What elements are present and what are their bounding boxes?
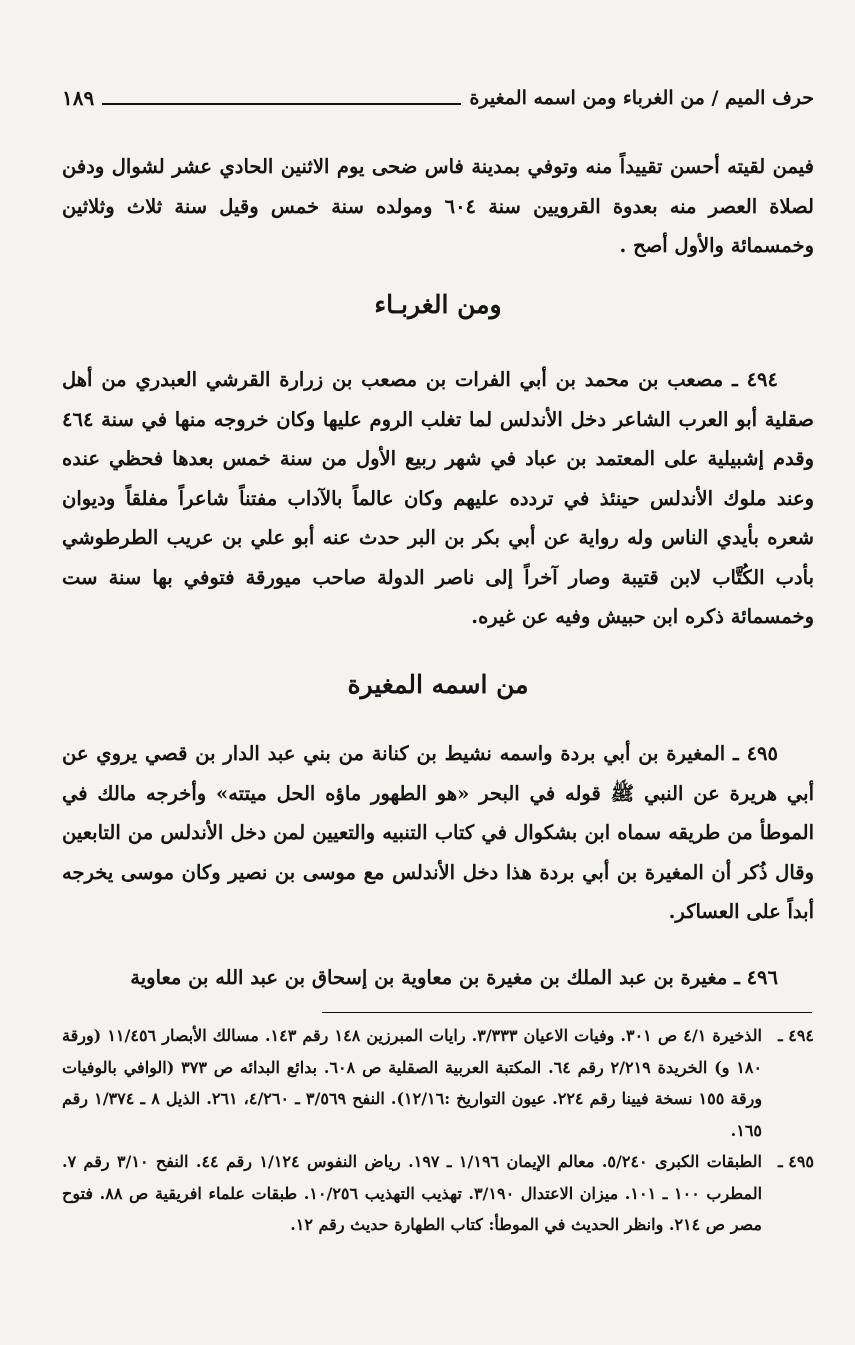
footnote-text: الطبقات الكبرى ٥/٢٤٠. معالم الإيمان ١/١٩٦ ـ ١٩٧. رياض النفوس ١/١٢٤ رقم ٤٤. النفح ٣/١٠ رقم ٧. المطرب ١٠٠ ـ ١٠١. ميزان الاعتدال ٣/١٩٠. تهذيب التهذيب ١٠/٢٥٦. طبقات علماء افريقية ص ٨٨. فتوح مصر ص ٢١٤. وانظر الحديث في الموطأ: كتاب الطهارة حديث رقم ١٢. (62, 1152, 763, 1234)
entry-495 (62, 734, 814, 932)
entry-text: المغيرة بن أبي بردة واسمه نشيط بن كنانة من بني عبد الدار بن قصي يروي عن أبي هريرة عن النبي ﷺ قوله في البحر «هو الطهور ماؤه الحل ميتته» وأخرجه مالك في الموطأ من طريقه سماه ابن بشكوال في كتاب التنبيه والتعيين لمن دخل الأندلس من التابعين وقال ذُكر أن المغيرة بن أبي بردة هذا دخل الأندلس مع موسى بن نصير وكان موسى يخرجه أبداً على العساكر. (62, 742, 814, 923)
entry-text: مغيرة بن عبد الملك بن مغيرة بن معاوية بن إسحاق بن عبد الله بن معاوية (130, 966, 728, 989)
entry-494 (62, 360, 814, 637)
entry-number: ٤٩٦ ـ (734, 966, 778, 989)
intro-paragraph: فيمن لقيته أحسن تقييداً منه وتوفي بمدينة فاس ضحى يوم الاثنين الحادي عشر لشوال ودفن لصلاة العصر منه بعدوة القرويين سنة ٦٠٤ ومولده سنة خمس وقيل سنة ثلاث وثلاثين وخمسمائة والأول أصح . (62, 155, 814, 257)
footnotes (62, 1020, 814, 1241)
header-title: حرف الميم / من الغرباء ومن اسمه المغيرة (469, 87, 814, 109)
entry-text: مصعب بن محمد بن أبي الفرات بن مصعب بن زرارة القرشي العبدري من أهل صقلية أبو العرب الشاعر دخل الأندلس لما تغلب الروم عليها وكان خروجه منها في سنة ٤٦٤ وقدم إشبيلية على المعتمد بن عباد في شهر ربيع الأول من سنة خمس بعدها فحظي عنده وعند ملوك الأندلس حينئذ في تردده عليهم وكان عالماً بالآداب مفتناً شاعراً مفلقاً وديوان شعره بأيدي الناس وله رواية عن أبي بكر بن البر حدث عنه أبو علي بن عريب الطرطوشي بأدب الكُتَّاب لابن قتيبة وصار آخراً إلى ناصر الدولة صاحب ميورقة فتوفي بها سنة ست وخمسمائة ذكره ابن حبيش وفيه عن غيره. (62, 368, 814, 628)
footnote-number: ٤٩٤ ـ (777, 1026, 814, 1045)
footnote-separator (322, 1012, 812, 1013)
entry-number: ٤٩٥ ـ (733, 742, 778, 765)
footnote-495 (62, 1146, 814, 1241)
running-header (62, 78, 814, 118)
footnote-number: ٤٩٥ ـ (777, 1152, 814, 1171)
page-number: ١٨٩ (62, 86, 95, 110)
footnote-text: الذخيرة ٤/١ ص ٣٠١. وفيات الاعيان ٣/٣٣٣. رايات المبرزين ١٤٨ رقم ١٤٣. مسالك الأبصار ١١/٤٥٦ (ورقة ١٨٠ و) الخريدة ٢/٢١٩ رقم ٦٤. المكتبة العربية الصقلية ص ٦٠٨. بدائع البدائه ص ٣٧٣ (الوافي بالوفيات ورقة ١٥٥ نسخة فيينا رقم ٢٢٤. عيون التواريخ :١٢/١٦). النفح ٣/٥٦٩ ـ ٤/٢٦٠، ٢٦١. الذيل ٨ ـ ١/٣٧٤ رقم ١٦٥. (62, 1026, 763, 1140)
header-rule (102, 103, 461, 105)
entry-number: ٤٩٤ ـ (732, 368, 778, 391)
entry-496 (62, 958, 814, 998)
section-heading-strangers: ومن الغربـاء (374, 290, 502, 319)
footnote-494 (62, 1020, 814, 1146)
section-heading-mughira: من اسمه المغيرة (347, 670, 529, 699)
